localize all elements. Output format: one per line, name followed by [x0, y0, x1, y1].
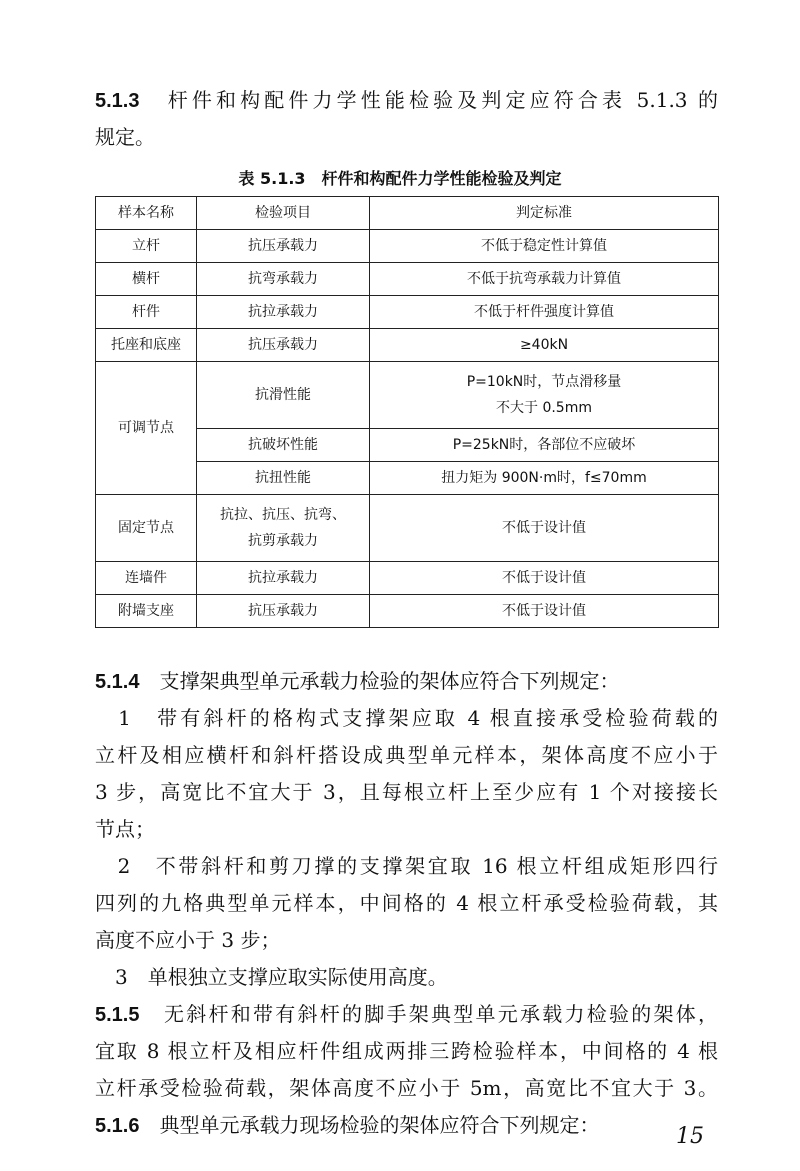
line-text: 宜取 8 根立杆及相应杆件组成两排三跨检验样本，中间格的 4 根	[95, 1039, 718, 1063]
table-cell	[96, 296, 197, 329]
line-text: 立杆承受检验荷载，架体高度不应小于 5m，高宽比不宜大于 3。	[95, 1076, 718, 1100]
cell-text: 横杆	[132, 271, 160, 287]
table-cell	[197, 296, 370, 329]
table-cell	[96, 562, 197, 595]
table-cell	[96, 495, 197, 562]
table-cell	[197, 362, 370, 429]
cell-text: 抗压承载力	[248, 603, 318, 619]
table-cell	[370, 495, 719, 562]
table-cell	[96, 595, 197, 628]
header-cell: 判定标准	[370, 197, 719, 230]
cell-text: 不低于设计值	[502, 570, 586, 586]
table-cell	[370, 462, 719, 495]
line-text: 杆件和构配件力学性能检验及判定应符合表 5.1.3 的	[167, 88, 719, 112]
text-line	[95, 780, 718, 804]
cell-text: P=25kN时，各部位不应破坏	[452, 437, 636, 453]
line-text: 3 步，高宽比不宜大于 3，且每根立杆上至少应有 1 个对接接长	[95, 780, 718, 804]
text-line	[95, 928, 718, 952]
text-line	[95, 854, 718, 878]
cell-text: 不低于稳定性计算值	[481, 238, 607, 254]
table-cell	[370, 230, 719, 263]
text-line	[95, 706, 718, 730]
text-line	[95, 743, 718, 767]
table-cell	[370, 296, 719, 329]
line-text: 规定。	[95, 125, 155, 149]
table-cell	[370, 263, 719, 296]
line-text: 高度不应小于 3 步；	[95, 928, 281, 952]
text-line	[95, 88, 718, 113]
table-cell	[197, 263, 370, 296]
cell-text: 抗拉、抗压、抗弯、	[220, 507, 346, 523]
table-row	[96, 362, 719, 429]
cell-text: ≥40kN	[519, 337, 569, 353]
section-number: 5.1.6	[95, 1115, 140, 1137]
cell-text: P=10kN时，节点滑移量	[466, 374, 622, 390]
line-text: 立杆及相应横杆和斜杆搭设成典型单元样本，架体高度不应小于	[95, 743, 718, 767]
line-text: 支撑架典型单元承载力检验的架体应符合下列规定：	[159, 669, 620, 693]
table-row	[96, 329, 719, 362]
text-line	[95, 669, 718, 694]
cell-text: 扭力矩为 900N·m时，f≤70mm	[441, 470, 647, 486]
table-cell	[370, 595, 719, 628]
table-cell	[197, 230, 370, 263]
cell-text: 固定节点	[118, 520, 174, 536]
cell-text: 不低于杆件强度计算值	[474, 304, 614, 320]
cell-text: 托座和底座	[111, 337, 181, 353]
text-line	[95, 1002, 718, 1027]
cell-text: 不大于 0.5mm	[496, 400, 592, 416]
cell-text: 抗拉承载力	[248, 570, 318, 586]
line-text: 节点；	[95, 817, 155, 841]
text-line	[95, 891, 718, 915]
table-cell	[197, 462, 370, 495]
header-cell: 样本名称	[96, 197, 197, 230]
table-cell	[96, 362, 197, 495]
section-number: 5.1.5	[95, 1004, 140, 1026]
table-cell	[197, 495, 370, 562]
table-row	[96, 230, 719, 263]
cell-text: 抗拉承载力	[248, 304, 318, 320]
cell-text: 抗滑性能	[255, 387, 311, 403]
text-line	[95, 817, 718, 841]
table-cell	[370, 329, 719, 362]
cell-text: 附墙支座	[118, 603, 174, 619]
table-row	[96, 595, 719, 628]
page-number: 15	[676, 1124, 704, 1149]
cell-text: 立杆	[132, 238, 160, 254]
text-line	[95, 1113, 718, 1138]
cell-text: 抗扭性能	[255, 470, 311, 486]
cell-text: 抗压承载力	[248, 337, 318, 353]
table-row	[96, 296, 719, 329]
table-cell	[370, 429, 719, 462]
table-header-row	[96, 197, 719, 230]
cell-text: 不低于设计值	[502, 603, 586, 619]
table-cell	[197, 329, 370, 362]
cell-text: 抗破坏性能	[248, 437, 318, 453]
line-text: 1 带有斜杆的格构式支撑架应取 4 根直接承受检验荷载的	[95, 706, 718, 730]
table-row	[96, 495, 719, 562]
table-row	[96, 562, 719, 595]
cell-text: 可调节点	[118, 420, 174, 436]
inspection-table	[95, 196, 719, 628]
line-text: 典型单元承载力现场检验的架体应符合下列规定：	[159, 1113, 600, 1137]
section-number: 5.1.3	[95, 90, 140, 112]
text-line	[95, 1076, 718, 1100]
table-row	[96, 263, 719, 296]
line-text: 3 单根独立支撑应取实际使用高度。	[95, 965, 448, 989]
cell-text: 连墙件	[125, 570, 167, 586]
text-line	[95, 1039, 718, 1063]
line-text: 无斜杆和带有斜杆的脚手架典型单元承载力检验的架体，	[164, 1002, 719, 1026]
cell-text: 不低于设计值	[502, 520, 586, 536]
line-text: 四列的九格典型单元样本，中间格的 4 根立杆承受检验荷载，其	[95, 891, 718, 915]
text-line	[95, 125, 718, 149]
cell-text: 杆件	[132, 304, 160, 320]
section-number: 5.1.4	[95, 671, 140, 693]
text-line	[95, 965, 718, 989]
table-cell	[96, 230, 197, 263]
table-cell	[197, 595, 370, 628]
cell-text: 抗压承载力	[248, 238, 318, 254]
table-cell	[197, 429, 370, 462]
table-caption: 表 5.1.3 杆件和构配件力学性能检验及判定	[238, 169, 562, 188]
line-text: 2 不带斜杆和剪刀撑的支撑架宜取 16 根立杆组成矩形四行	[95, 854, 718, 878]
table-cell	[370, 362, 719, 429]
cell-text: 抗剪承载力	[248, 533, 318, 549]
table-cell	[96, 263, 197, 296]
cell-text: 抗弯承载力	[248, 271, 318, 287]
table-cell	[370, 562, 719, 595]
header-cell: 检验项目	[197, 197, 370, 230]
cell-text: 不低于抗弯承载力计算值	[467, 271, 621, 287]
table-cell	[197, 562, 370, 595]
table-cell	[96, 329, 197, 362]
